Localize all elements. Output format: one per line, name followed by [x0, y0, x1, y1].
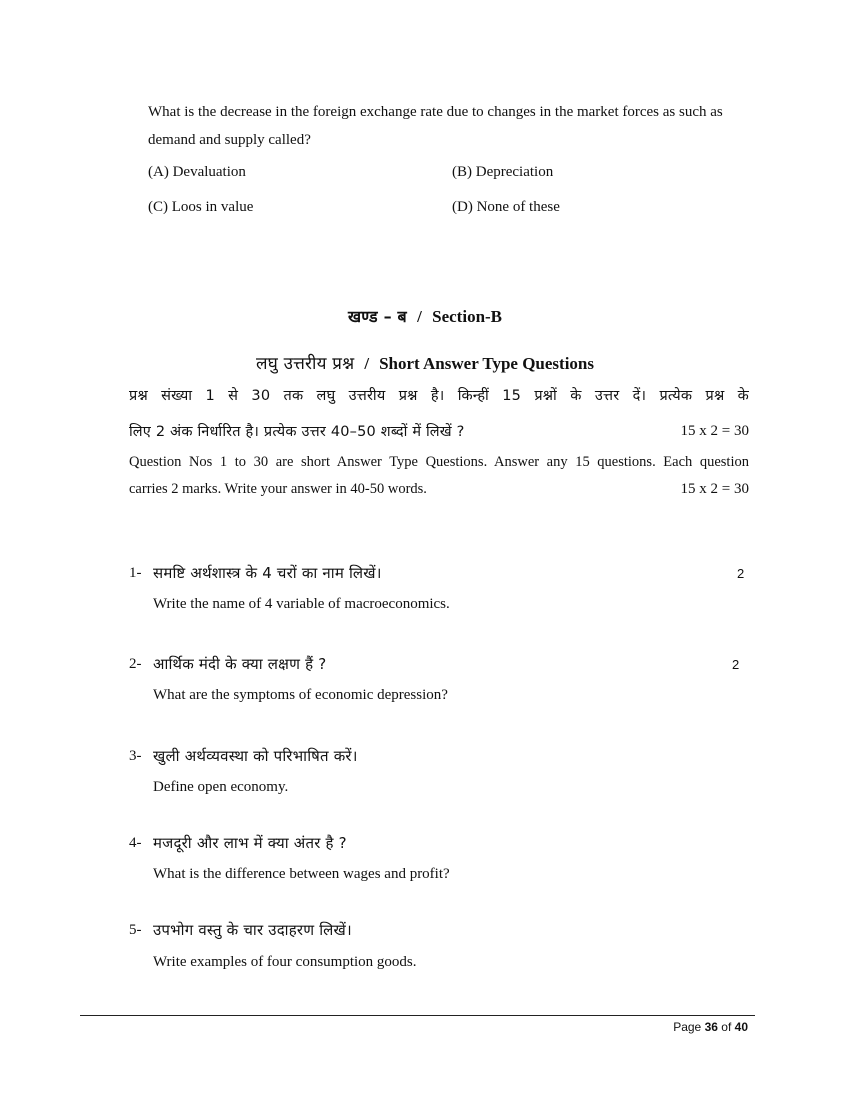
question-5-hindi: उपभोग वस्तु के चार उदाहरण लिखें।	[153, 921, 352, 939]
page-label: Page	[673, 1020, 702, 1034]
instructions-english-line2: carries 2 marks. Write your answer in 40-50 words.	[129, 481, 427, 497]
of-label: of	[721, 1020, 732, 1034]
mcq-question: What is the decrease in the foreign exchange rate due to changes in the market forces as such as demand and supply called?	[148, 104, 723, 148]
question-3-hindi: खुली अर्थव्यवस्था को परिभाषित करें।	[153, 747, 358, 765]
question-5-number: 5-	[129, 922, 142, 938]
subheading-english: Short Answer Type Questions	[379, 354, 594, 373]
section-heading-english: Section-B	[432, 307, 503, 326]
subheading-separator: /	[364, 354, 370, 373]
question-5-english: Write examples of four consumption goods.	[153, 954, 417, 970]
question-2-english: What are the symptoms of economic depression?	[153, 687, 448, 703]
question-2-hindi: आर्थिक मंदी के क्या लक्षण हैं ?	[153, 655, 327, 673]
mcq-option-c: (C) Loos in value	[148, 199, 254, 215]
question-2-marks: 2	[732, 657, 740, 672]
subheading-hindi: लघु उत्तरीय प्रश्न	[256, 354, 355, 374]
question-1-english: Write the name of 4 variable of macroeconomics.	[153, 596, 450, 612]
question-3-number: 3-	[129, 748, 142, 764]
page-footer	[673, 1020, 748, 1034]
current-page: 36	[704, 1020, 718, 1034]
instructions-english-line1: Question Nos 1 to 30 are short Answer Type Questions. Answer any 15 questions. Each question	[129, 454, 749, 470]
question-4-number: 4-	[129, 835, 142, 851]
mcq-option-b: (B) Depreciation	[452, 164, 554, 180]
mcq-option-a: (A) Devaluation	[148, 164, 246, 180]
footer-divider	[80, 1015, 755, 1016]
section-heading	[0, 305, 850, 327]
section-heading-hindi: खण्ड – ब	[347, 307, 407, 326]
question-1-marks: 2	[737, 566, 745, 581]
question-4-english: What is the difference between wages and profit?	[153, 866, 450, 882]
question-4-hindi: मजदूरी और लाभ में क्या अंतर है ?	[153, 834, 347, 852]
question-1-hindi: समष्टि अर्थशास्त्र के 4 चरों का नाम लिखें।	[153, 564, 382, 582]
question-3-english: Define open economy.	[153, 779, 289, 795]
question-2-number: 2-	[129, 656, 142, 672]
instructions-hindi-line1: प्रश्न संख्या 1 से 30 तक लघु उत्तरीय प्रश्न है। किन्हीं 15 प्रश्नों के उत्तर दें। प्रत्येक प्रश्न के	[129, 388, 749, 404]
instructions-english-marks: 15 x 2 = 30	[680, 481, 749, 497]
total-pages: 40	[734, 1020, 748, 1034]
question-1-number: 1-	[129, 565, 142, 581]
section-subheading	[0, 351, 850, 374]
instructions-hindi-marks: 15 x 2 = 30	[680, 423, 749, 439]
heading-separator: /	[417, 307, 422, 326]
mcq-option-d: (D) None of these	[452, 199, 560, 215]
instructions-hindi-line2: लिए 2 अंक निर्धारित है। प्रत्येक उत्तर 40–50 शब्दों में लिखें ?	[129, 424, 465, 440]
